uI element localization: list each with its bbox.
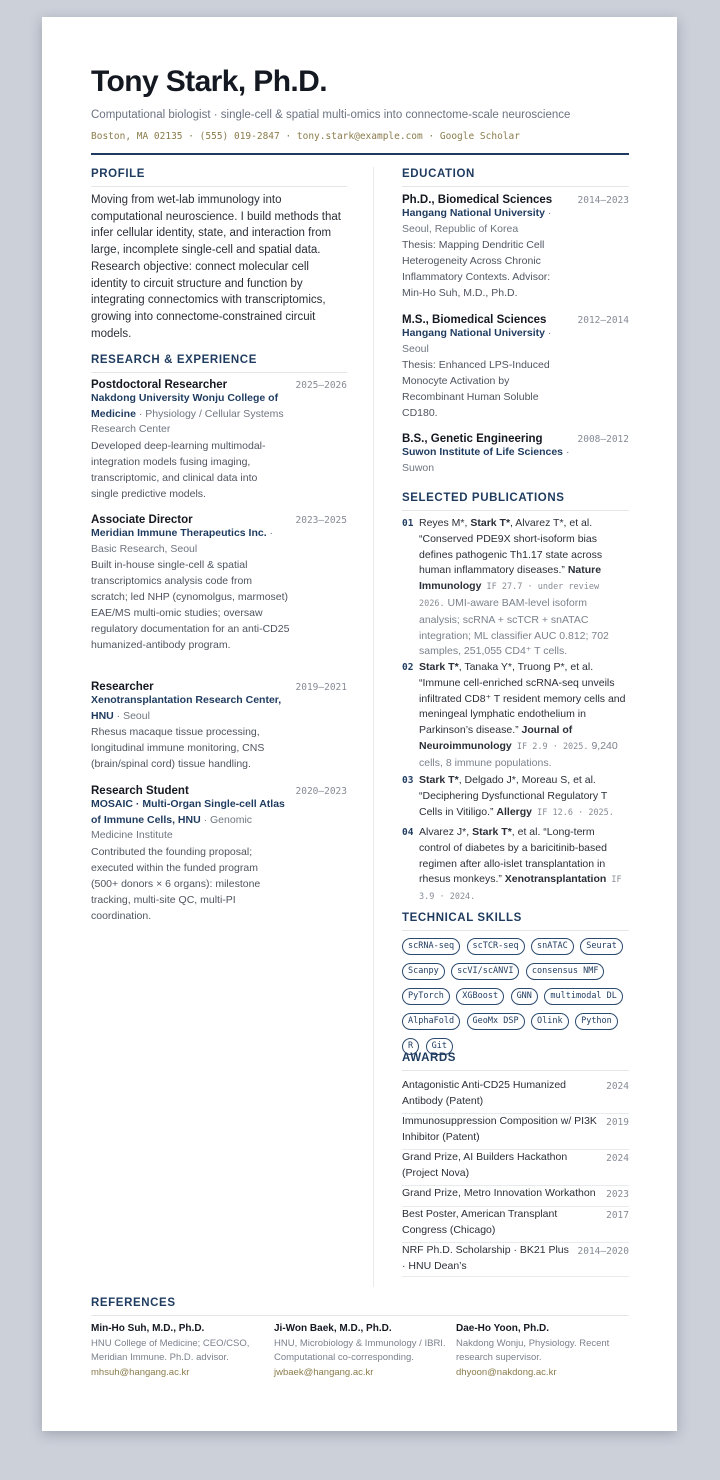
journal: Nature Immunology xyxy=(419,564,602,593)
award-title: Best Poster, American Transplant Congress (Chicago) xyxy=(402,1208,558,1236)
reference-role: HNU College of Medicine; CEO/CSO, Meridian Immune. Ph.D. advisor. xyxy=(91,1337,250,1363)
job-description: Rhesus macaque tissue processing, longitudinal immune monitoring, CNS (brain/spinal cord) tissue handling. xyxy=(91,726,265,770)
reference-name: Dae-Ho Yoon, Ph.D. xyxy=(456,1323,549,1334)
reference-item xyxy=(274,1322,452,1380)
education-item xyxy=(402,194,629,301)
publication-item xyxy=(402,660,629,772)
award-item xyxy=(402,1150,629,1186)
impact-factor: IF 3.9 · 2024. xyxy=(419,875,622,903)
organization: Meridian Immune Therapeutics Inc. xyxy=(91,527,267,539)
publication-title: , Delgado J*, Moreau S, et al. “Deciphering Dysfunctional Regulatory T Cells in Vitiligo.” xyxy=(419,774,608,818)
publication-number: 03 xyxy=(402,775,414,786)
award-title: Grand Prize, AI Builders Hackathon (Project Nova) xyxy=(402,1151,568,1179)
publication-number: 04 xyxy=(402,827,414,838)
authors: Alvarez J*, xyxy=(419,826,473,838)
skill-chip: Scanpy xyxy=(402,963,445,980)
skill-chip: AlphaFold xyxy=(402,1013,460,1030)
award-item xyxy=(402,1078,629,1114)
school-location: · Suwon xyxy=(402,446,570,474)
job-title: Associate Director xyxy=(91,514,193,526)
candidate-name: Tony Stark, Ph.D. xyxy=(91,65,327,98)
publication-number: 01 xyxy=(402,518,414,529)
profile-text: Moving from wet-lab immunology into computational neuroscience. I build methods that infer cellular identity, state, and interaction from large, incomplete single-cell and spatial data. Research objective: connect molecular cell identity to circuit structure and function by integrating connectomics with transcriptomics, growing into connectome-constrained circuit models. xyxy=(91,194,341,340)
degree: B.S., Genetic Engineering xyxy=(402,433,543,445)
journal: Xenotransplantation xyxy=(504,873,607,886)
skill-chip: Git xyxy=(426,1038,453,1055)
skill-chip: multimodal DL xyxy=(544,988,623,1005)
award-year: 2017 xyxy=(606,1210,629,1221)
degree: Ph.D., Biomedical Sciences xyxy=(402,194,553,206)
resume-page xyxy=(42,17,677,1431)
experience-item xyxy=(91,379,347,502)
impact-factor: IF 27.7 · under review 2026. xyxy=(419,582,600,609)
skills-list xyxy=(402,935,632,1060)
reference-email[interactable]: jwbaek@hangang.ac.kr xyxy=(274,1366,374,1378)
award-year: 2014–2020 xyxy=(577,1246,629,1257)
skill-chip: scVI/scANVI xyxy=(451,963,519,980)
authors: Reyes M*, xyxy=(419,517,471,529)
job-title: Research Student xyxy=(91,785,189,797)
award-title: Immunosuppression Composition w/ PI3K Inhibitor (Patent) xyxy=(402,1115,597,1143)
skill-chip: Seurat xyxy=(580,938,623,955)
job-description: Contributed the founding proposal; executed within the funded program (500+ donors × 6 organs): milestone tracking, multi-site QC, multi-PI coordination. xyxy=(91,845,261,922)
reference-role: Nakdong Wonju, Physiology. Recent research supervisor. xyxy=(456,1337,610,1363)
education-item xyxy=(402,433,629,476)
reference-item xyxy=(456,1322,626,1380)
profile-heading: PROFILE xyxy=(91,168,347,187)
reference-email[interactable]: mhsuh@hangang.ac.kr xyxy=(91,1366,190,1378)
awards-heading: AWARDS xyxy=(402,1052,629,1071)
organization: Xenotransplantation Research Center, HNU xyxy=(91,694,282,722)
degree: M.S., Biomedical Sciences xyxy=(402,314,547,326)
skills-heading: TECHNICAL SKILLS xyxy=(402,912,629,931)
skill-chip: GeoMx DSP xyxy=(467,1013,525,1030)
school-location: · Seoul, Republic of Korea xyxy=(402,207,552,235)
job-title: Postdoctoral Researcher xyxy=(91,379,228,391)
tagline: Computational biologist · single-cell & spatial multi-omics into connectome-scale neuroscience xyxy=(91,109,571,121)
skill-chip: snATAC xyxy=(531,938,574,955)
publication-title: , Tanaka Y*, Truong P*, et al. “Immune cell-enriched scRNA-seq unveils infiltrated CD8⁺ T resident memory cells and meningeal lymphatic endothelium in Parkinson’s disease.” xyxy=(419,661,626,737)
job-description: Built in-house single-cell & spatial transcriptomics analysis code from scratch; led NHP (cynomolgus, marmoset) EAE/MS multi-omic studies; oversaw regulatory documentation for an anti-CD25 humanized-antibody program. xyxy=(91,559,290,651)
experience-item xyxy=(91,681,347,772)
unit: · Seoul xyxy=(113,709,150,722)
publication-item xyxy=(402,516,629,660)
degree-years: 2008–2012 xyxy=(577,434,629,445)
award-year: 2023 xyxy=(606,1189,629,1200)
column-divider xyxy=(373,167,374,1287)
skill-chip: R xyxy=(402,1038,419,1055)
experience-heading: RESEARCH & EXPERIENCE xyxy=(91,354,347,373)
skill-chip: Python xyxy=(575,1013,618,1030)
references-heading: REFERENCES xyxy=(91,1297,629,1316)
skill-chip: XGBoost xyxy=(456,988,504,1005)
education-heading: EDUCATION xyxy=(402,168,629,187)
skill-chip: scTCR-seq xyxy=(467,938,525,955)
unit: · Physiology / Cellular Systems Research Center xyxy=(91,407,284,435)
skill-chip: Olink xyxy=(531,1013,569,1030)
organization: Nakdong University Wonju College of Medicine xyxy=(91,392,279,420)
degree-years: 2014–2023 xyxy=(577,195,629,206)
award-item xyxy=(402,1114,629,1150)
unit: · Genomic Medicine Institute xyxy=(91,813,253,841)
publication-title: , et al. “Long-term control of diabetes by a baricitinib-based regimen after allo-islet transplantation in rhesus monkeys.” xyxy=(419,826,607,886)
publication-item xyxy=(402,825,629,906)
unit: · Basic Research, Seoul xyxy=(91,527,274,555)
job-description: Developed deep-learning multimodal-integration models fusing imaging, transcriptomic, and clinical data into single predictive models. xyxy=(91,439,266,500)
publication-item xyxy=(402,773,629,821)
self-author: Stark T* xyxy=(472,826,512,838)
job-title: Researcher xyxy=(91,681,154,693)
reference-role: HNU, Microbiology & Immunology / IBRI. Computational co-corresponding. xyxy=(274,1337,446,1363)
award-item xyxy=(402,1207,629,1243)
award-year: 2024 xyxy=(606,1153,629,1164)
award-title: Antagonistic Anti-CD25 Humanized Antibody (Patent) xyxy=(402,1079,567,1107)
thesis: Thesis: Mapping Dendritic Cell Heterogeneity Across Chronic Inflammatory Contexts. Advisor: Min-Ho Suh, M.D., Ph.D. xyxy=(402,239,551,299)
publication-note: 9,240 cells, 8 immune populations. xyxy=(419,739,618,769)
publication-number: 02 xyxy=(402,662,414,673)
experience-item xyxy=(91,785,347,924)
publication-title: , Alvarez T*, et al. “Conserved PDE9X short-isoform bias defines pathogenic Th1.17 state across human inflammatory diseases.” xyxy=(419,517,603,577)
reference-name: Ji-Won Baek, M.D., Ph.D. xyxy=(274,1323,392,1334)
thesis: Thesis: Enhanced LPS-Induced Monocyte Activation by Recombinant Human Soluble CD180. xyxy=(402,359,550,419)
award-item xyxy=(402,1243,629,1277)
publications-heading: SELECTED PUBLICATIONS xyxy=(402,492,629,511)
skill-chip: consensus NMF xyxy=(526,963,605,980)
job-years: 2019–2021 xyxy=(295,682,347,693)
degree-years: 2012–2014 xyxy=(577,315,629,326)
education-item xyxy=(402,314,629,421)
school-location: · Seoul xyxy=(402,327,552,355)
self-author: Stark T* xyxy=(470,517,511,529)
award-title: Grand Prize, Metro Innovation Workathon xyxy=(402,1187,596,1199)
experience-item xyxy=(91,514,347,653)
award-title: NRF Ph.D. Scholarship · BK21 Plus · HNU Dean’s xyxy=(402,1244,569,1272)
award-item xyxy=(402,1186,629,1207)
skill-chip: PyTorch xyxy=(402,988,450,1005)
self-author: Stark T* xyxy=(419,774,459,786)
organization: MOSAIC · Multi-Organ Single-cell Atlas of Immune Cells, HNU xyxy=(91,798,285,826)
job-years: 2023–2025 xyxy=(295,515,347,526)
journal: Allergy xyxy=(496,805,533,818)
self-author: Stark T* xyxy=(419,661,459,673)
header-rule xyxy=(91,153,629,155)
school: Hangang National University xyxy=(402,327,545,339)
school: Suwon Institute of Life Sciences xyxy=(402,446,564,458)
impact-factor: IF 2.9 · 2025. xyxy=(511,741,589,752)
reference-name: Min-Ho Suh, M.D., Ph.D. xyxy=(91,1323,205,1334)
award-year: 2019 xyxy=(606,1117,629,1128)
publication-note: UMI-aware BAM-level isoform analysis; scRNA + scTCR + snATAC integration; ML classifier AUC 0.812; 702 samples, 251,055 CD4⁺ T cells. xyxy=(419,596,609,658)
reference-item xyxy=(91,1322,269,1380)
job-years: 2025–2026 xyxy=(295,380,347,391)
reference-email[interactable]: dhyoon@nakdong.ac.kr xyxy=(456,1366,557,1378)
skill-chip: GNN xyxy=(511,988,538,1005)
job-years: 2020–2023 xyxy=(295,786,347,797)
journal: Journal of Neuroimmunology xyxy=(419,724,573,752)
contact-line: Boston, MA 02135 · (555) 019-2847 · tony.stark@example.com · Google Scholar xyxy=(91,131,520,142)
school: Hangang National University xyxy=(402,207,545,219)
award-year: 2024 xyxy=(606,1081,629,1092)
impact-factor: IF 12.6 · 2025. xyxy=(532,807,614,818)
skill-chip: scRNA-seq xyxy=(402,938,460,955)
